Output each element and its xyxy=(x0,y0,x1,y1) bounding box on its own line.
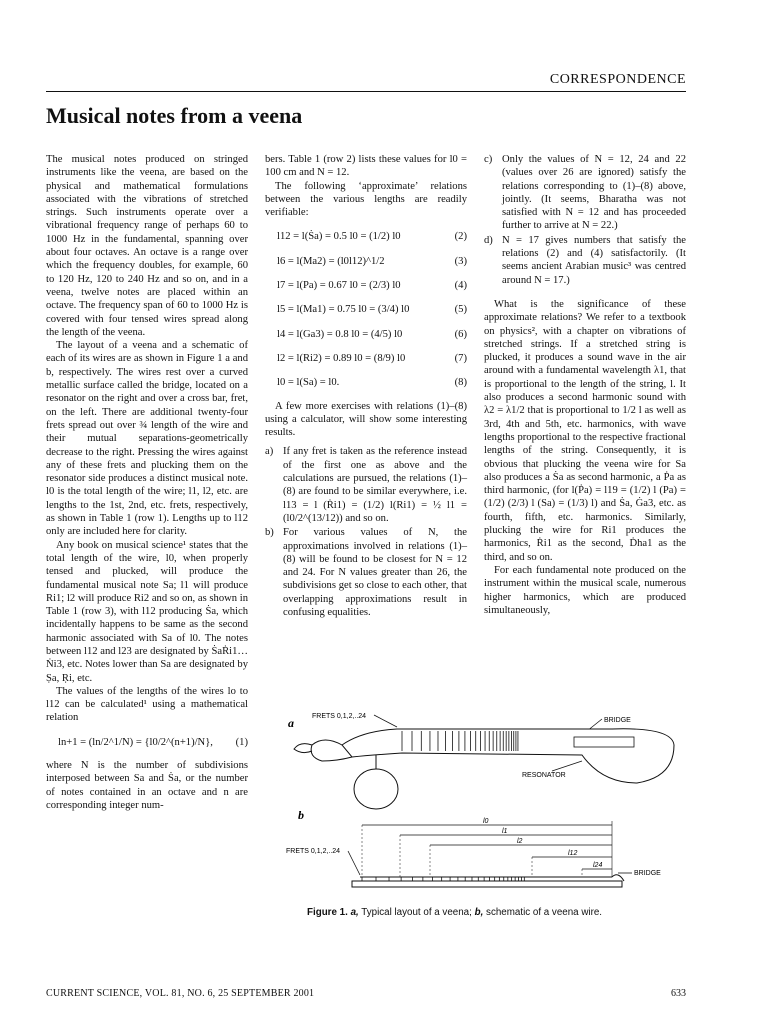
equation-expression: l6 = l(Ma2) = (l0l12)^1/2 xyxy=(277,255,385,267)
equation-number: (3) xyxy=(454,255,467,267)
caption-text-a: Typical layout of a veena; xyxy=(361,907,472,918)
column-2 xyxy=(265,153,467,620)
length-label: l2 xyxy=(517,838,523,845)
equation-4 xyxy=(277,279,467,292)
list-item xyxy=(484,234,686,287)
equation-6 xyxy=(277,328,467,341)
equation-number: (7) xyxy=(454,352,467,364)
paragraph: bers. Table 1 (row 2) lists these values for l0 = 100 cm and N = 12. xyxy=(265,154,467,179)
list-label: c) xyxy=(484,154,493,165)
equation-list xyxy=(265,230,467,389)
footer-journal: CURRENT SCIENCE, VOL. 81, NO. 6, 25 SEPTEMBER 2001 xyxy=(46,988,315,999)
figure-label-a: a xyxy=(288,716,294,730)
paragraph: For each fundamental note produced on the instrument within the musical scale, numerous higher harmonics, which are produced simultaneously, xyxy=(484,564,686,616)
frets-pointer xyxy=(374,715,397,727)
figure-caption xyxy=(307,907,602,918)
resonator-label: RESONATOR xyxy=(522,772,566,779)
equation-expression: l0 = l(Sa) = l0. xyxy=(277,377,340,389)
header-rule xyxy=(46,91,686,92)
equation-number: (4) xyxy=(454,280,467,292)
list-item xyxy=(265,526,467,619)
list-item xyxy=(484,153,686,233)
article-title: Musical notes from a veena xyxy=(46,103,303,128)
length-label: l24 xyxy=(593,862,603,869)
paragraph: The values of the lengths of the wires lo to l12 can be calculated¹ using a mathematical relation xyxy=(46,685,248,724)
exercise-list-continued xyxy=(484,153,686,287)
caption-text-b: schematic of a veena wire. xyxy=(486,907,603,918)
equation-7 xyxy=(277,352,467,365)
paragraph: The musical notes produced on stringed instruments like the veena, are based on the physical and mathematical formulations associated with the vibrations of stretched strings. Such instruments operate over a vibrational frequency range of perhaps 60 to 1000 Hz in the fundamental, spanning over about four octaves. An octave is a range over which the frequency doubles, for example, 60 to 120 Hz, 120 to 240 Hz and so on, and in a veena, twelve notes are placed within an octave. The frequency span of 60 to 1000 Hz is covered with four tensed wires spread along the length of the veena. xyxy=(46,154,248,338)
frets-label-a: FRETS 0,1,2,..24 xyxy=(312,713,367,720)
column-3 xyxy=(484,153,686,617)
equation-expression: l5 = l(Ma1) = 0.75 l0 = (3/4) l0 xyxy=(277,304,410,316)
paragraph: A few more exercises with relations (1)–(8) using a calculator, will show some interesting results. xyxy=(265,400,467,439)
list-label: a) xyxy=(265,446,274,458)
column-1 xyxy=(46,153,248,812)
frets-pointer-b xyxy=(348,851,360,875)
equation-number: (8) xyxy=(454,377,467,389)
equation-5 xyxy=(277,303,467,316)
equation-2 xyxy=(277,230,467,243)
frets-label-b: FRETS 0,1,2,..24 xyxy=(286,848,341,855)
equation-expression: ln+1 = (ln/2^1/N) = {l0/2^(n+1)/N}, xyxy=(58,736,213,748)
length-label: l0 xyxy=(483,818,489,825)
paragraph: The layout of a veena and a schematic of each of its wires are as shown in Figure 1 a and b, respectively. The wires rest over a curved metallic surface called the bridge, located on a resonator on the right and over a cross bar, fret, on the left. There are additional twenty-four frets spread out over ¾ length of the wire and their mutual separations-geometrically decrease to the right. Pressing the wires against any of these frets and plucking them on the resonator side produces a distinct musical note. l0 is the total length of the wire; l1, l2, etc. are lengths to the 1st, 2nd, etc. frets, respectively, as shown in Table 1 (row 1). Lengths up to l12 only are included here for clarity. xyxy=(46,340,248,538)
wire-schematic xyxy=(352,875,624,887)
length-label: l1 xyxy=(502,828,508,835)
paragraph: The following ‘approximate’ relations between the various lengths are readily verifiable: xyxy=(265,180,467,219)
equation-8 xyxy=(277,376,467,389)
paragraph: where N is the number of subdivisions interposed between Sa and Ṡa, or the number of notes contained in an octave and n are corresponding integer num- xyxy=(46,760,248,811)
list-item xyxy=(265,445,467,525)
section-header: CORRESPONDENCE xyxy=(549,72,686,87)
equation-number: (6) xyxy=(454,328,467,340)
caption-label-a: a, xyxy=(350,907,359,918)
equation-expression: l4 = l(Ga3) = 0.8 l0 = (4/5) l0 xyxy=(277,328,403,340)
equation-number: (5) xyxy=(454,304,467,316)
list-text: N = 17 gives numbers that satisfy the relations (2) and (4) satisfactorily. (It seems ancient Arabian music³ was centred around N = 17.) xyxy=(502,234,686,286)
bridge-label-b: BRIDGE xyxy=(634,870,661,877)
caption-figure-number: Figure 1. xyxy=(307,907,348,918)
equation-expression: l12 = l(Ṡa) = 0.5 l0 = (1/2) l0 xyxy=(277,231,401,243)
list-label: b) xyxy=(265,527,274,539)
frets-group-b xyxy=(362,877,524,881)
equation-expression: l7 = l(Pa) = 0.67 l0 = (2/3) l0 xyxy=(277,280,401,292)
bridge-label-a: BRIDGE xyxy=(604,717,631,724)
equation-number: (1) xyxy=(235,736,248,748)
figure-veena xyxy=(282,705,687,920)
list-text: Only the values of N = 12, 24 and 22 (values over 26 are ignored) satisfy the relations corresponding to (1)–(8) above, jointly. (It seems, Bharatha was not satisfied with N = 12 and has proceeded further to arrive at N = 22.) xyxy=(502,154,686,232)
veena-drawing xyxy=(294,729,674,809)
equation-3 xyxy=(277,255,467,268)
paragraph: Any book on musical science¹ states that the total length of the wire, l0, when properly tensed and plucked, will produce the fundamental musical note Sa; l1 will produce Ri1; l2 will produce Ri2 and so on, as shown in Table 1 (row 3), with l12 producing Ṡa, which incidentally happens to be same as the second harmonic associated with Sa of l0. The notes between l12 and l23 are designated by ṠaṘi1…Ṅi3, etc. Notes lower than Sa are designated by Ṣa, Ṛi, etc. xyxy=(46,539,248,684)
equation-1 xyxy=(58,736,248,749)
caption-label-b: b, xyxy=(474,907,484,918)
equation-expression: l2 = l(Ri2) = 0.89 l0 = (8/9) l0 xyxy=(277,352,406,364)
page-number: 633 xyxy=(671,988,686,999)
paragraph: What is the significance of these approximate relations? We refer to a textbook on physics², with a chapter on vibrations of stretched strings. If a stretched string is plucked, it produces a sound wave in the air around with a fundamental wavelength λ1, that is proportional to the length of the string, l. It also produces a second harmonic sound with λ2 = λ1/2 that is proportional to 1/2 l as well as 3rd, 4th and 5th, etc. harmonics, with wave lengths proportional to the respective fractional lengths of the string. Consequently, it is obvious that plucking the veena wire for Sa also produces a Ṡa as second harmonic, a Ṗa as third harmonic, (for l(Ṗa) = l19 = (1/2) l (Pa) = (1/2) (2/3) l (Sa) = (1/3) l) and Ṡa, Ġa3, etc. as fourth, fifth, etc. harmonics. Similarly, plucking the wire for Ri1 produces the harmonics, Ṙi1 as the second, Ḋha1 as the third, and so on. xyxy=(484,298,686,563)
list-label: d) xyxy=(484,234,493,246)
resonator-pointer xyxy=(552,761,582,771)
exercise-list xyxy=(265,445,467,619)
figure-label-b: b xyxy=(298,808,304,822)
list-text: For various values of N, the approximations involved in relations (1)–(8) will be found to be closest for N = 12 and 24. For N values greater than 26, the subdivisions get so close to each other, that overlapping approximations result in confusing equalities. xyxy=(283,527,467,619)
length-markers xyxy=(362,818,612,877)
length-label: l12 xyxy=(568,850,578,857)
equation-number: (2) xyxy=(454,231,467,243)
list-text: If any fret is taken as the reference instead of the first one as above and the calculations are pursued, the relations (1)–(8) are found to be similar everywhere, i.e. l13 = l (Ṙi1) = (1/2) l(Ri1) = ½ l1 = (l0/2^(13/12)) and so on. xyxy=(283,446,467,524)
